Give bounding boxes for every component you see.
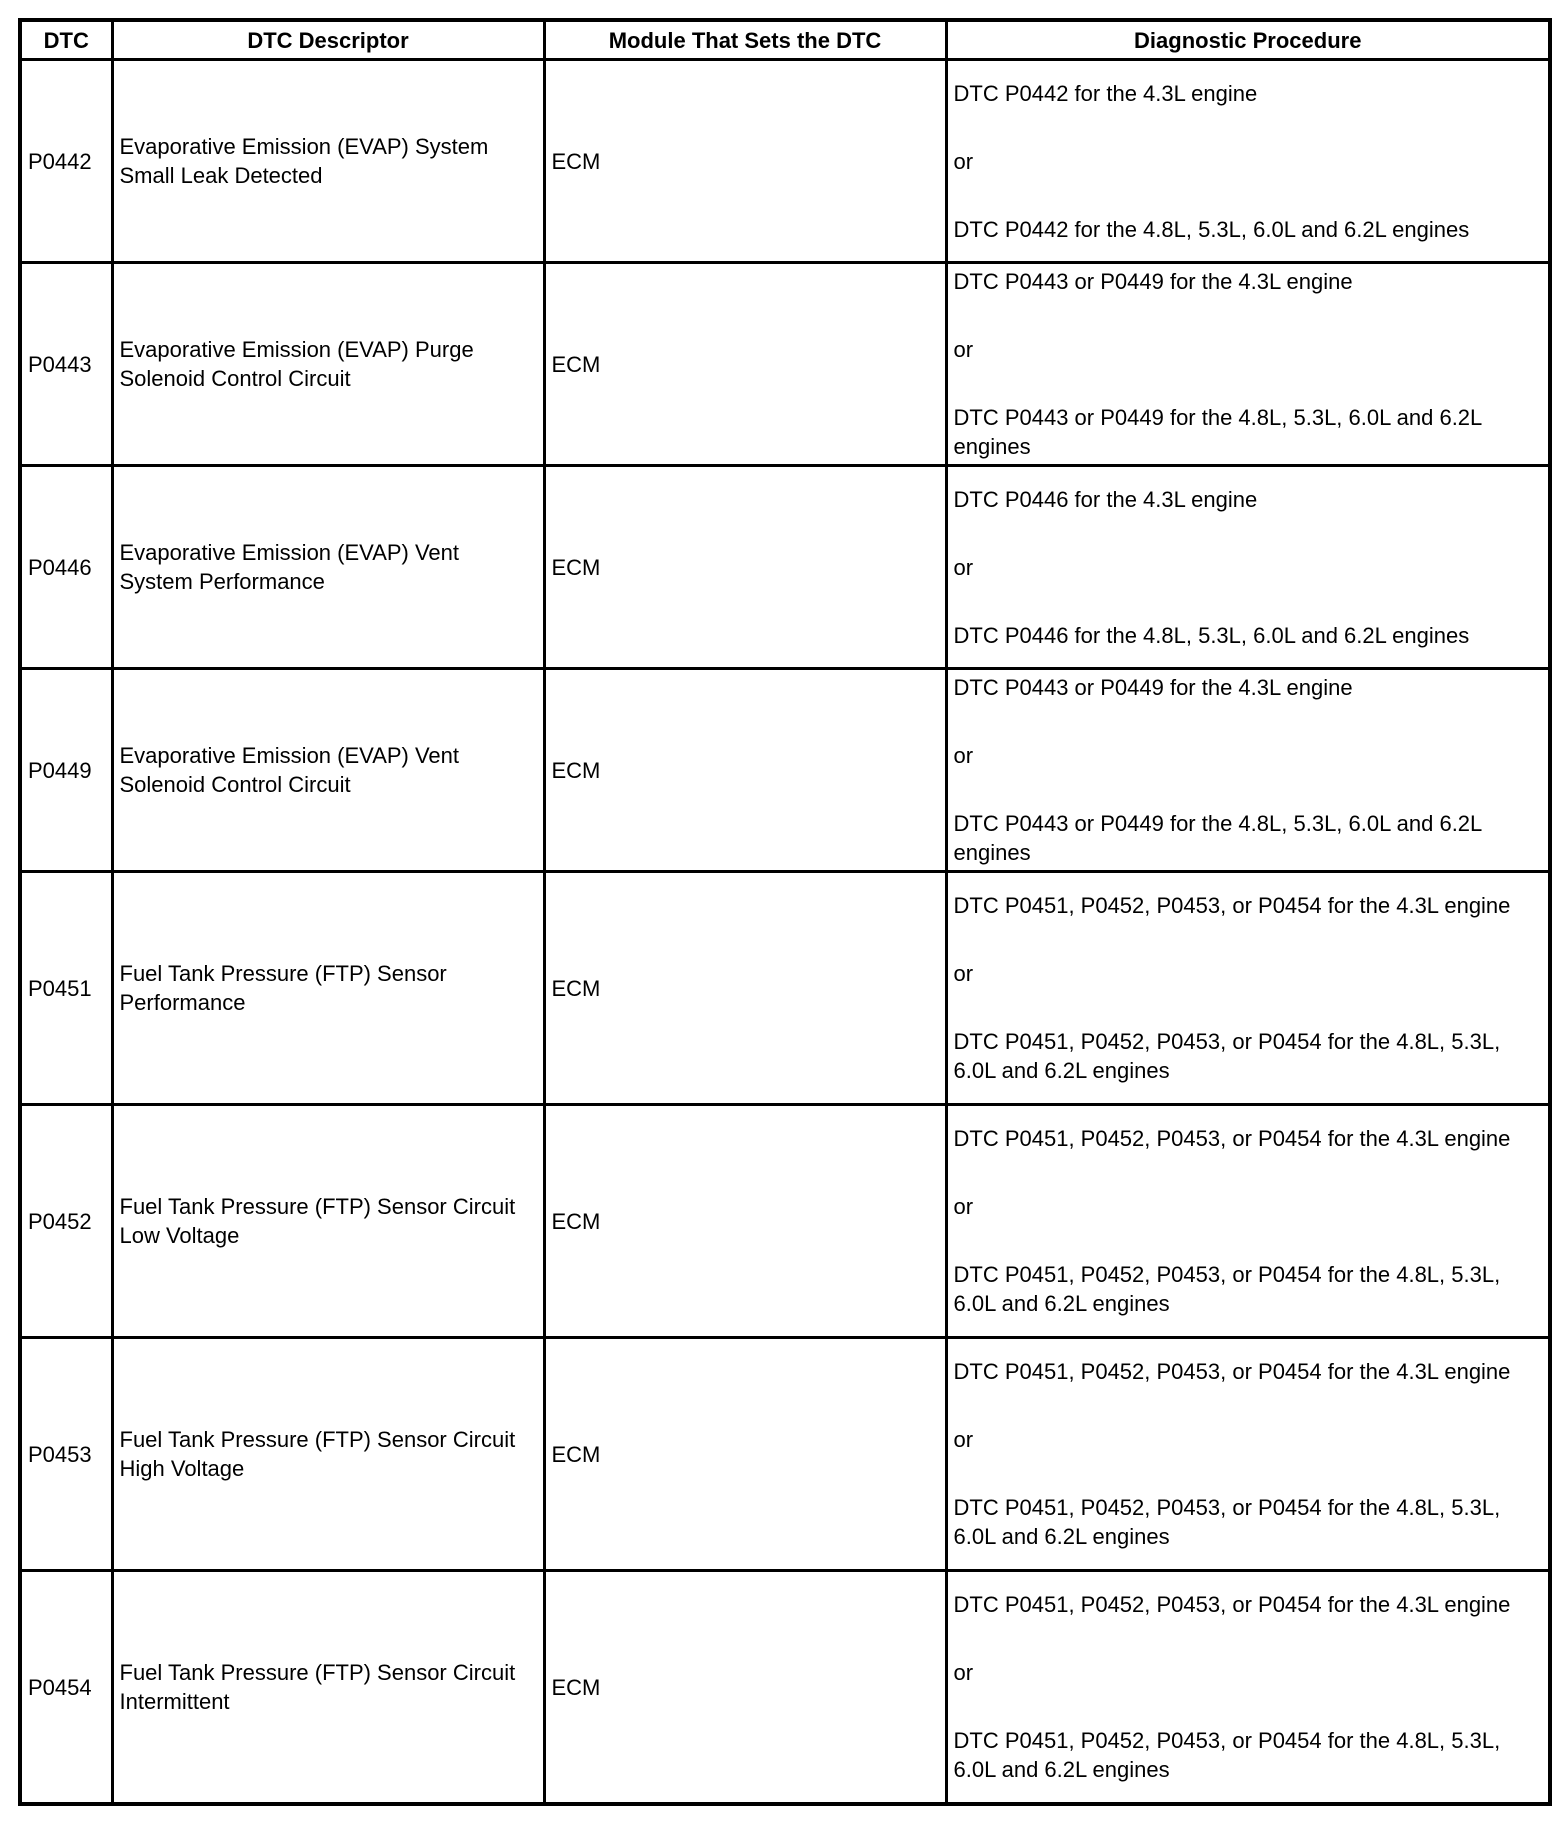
column-header-diagnostic-procedure: Diagnostic Procedure	[946, 20, 1550, 60]
dtc-descriptor: Evaporative Emission (EVAP) Purge Solenoid Control Circuit	[112, 263, 544, 466]
procedure-or: or	[953, 743, 974, 768]
procedure-link-4-3l[interactable]: DTC P0451, P0452, P0453, or P0454 for the 4.3L engine	[953, 1359, 1511, 1384]
table-row	[20, 669, 1550, 872]
setting-module: ECM	[544, 669, 946, 872]
table-row	[20, 1105, 1550, 1338]
dtc-descriptor: Fuel Tank Pressure (FTP) Sensor Performance	[112, 872, 544, 1105]
diagnostic-procedure	[946, 1338, 1550, 1571]
dtc-code: P0451	[20, 872, 112, 1105]
table-header-row	[20, 20, 1550, 60]
procedure-or: or	[953, 1427, 974, 1452]
dtc-code: P0454	[20, 1571, 112, 1805]
procedure-link-4-3l[interactable]: DTC P0446 for the 4.3L engine	[953, 486, 1258, 512]
procedure-link-v8[interactable]: DTC P0451, P0452, P0453, or P0454 for the 4.8L, 5.3L, 6.0L and 6.2L engines	[953, 1262, 1501, 1316]
column-header-dtc: DTC	[20, 20, 112, 60]
diagnostic-procedure	[946, 872, 1550, 1105]
procedure-or: or	[953, 337, 974, 362]
dtc-code: P0452	[20, 1105, 112, 1338]
setting-module: ECM	[544, 60, 946, 263]
procedure-link-v8[interactable]: DTC P0442 for the 4.8L, 5.3L, 6.0L and 6.2L engines	[953, 216, 1470, 242]
dtc-code: P0443	[20, 263, 112, 466]
procedure-or: or	[953, 1194, 974, 1219]
dtc-code: P0449	[20, 669, 112, 872]
dtc-code: P0446	[20, 466, 112, 669]
setting-module: ECM	[544, 872, 946, 1105]
setting-module: ECM	[544, 1338, 946, 1571]
diagnostic-procedure	[946, 466, 1550, 669]
procedure-link-v8[interactable]: DTC P0446 for the 4.8L, 5.3L, 6.0L and 6.2L engines	[953, 622, 1470, 648]
procedure-link-v8[interactable]: DTC P0443 or P0449 for the 4.8L, 5.3L, 6.0L and 6.2L engines	[953, 405, 1482, 459]
procedure-link-4-3l[interactable]: DTC P0442 for the 4.3L engine	[953, 80, 1258, 106]
procedure-or: or	[953, 148, 974, 174]
column-header-dtc-descriptor: DTC Descriptor	[112, 20, 544, 60]
dtc-descriptor: Fuel Tank Pressure (FTP) Sensor Circuit Intermittent	[112, 1571, 544, 1805]
procedure-link-v8[interactable]: DTC P0443 or P0449 for the 4.8L, 5.3L, 6.0L and 6.2L engines	[953, 811, 1482, 865]
diagnostic-procedure	[946, 60, 1550, 263]
procedure-link-4-3l[interactable]: DTC P0451, P0452, P0453, or P0454 for the 4.3L engine	[953, 893, 1511, 918]
procedure-link-4-3l[interactable]: DTC P0443 or P0449 for the 4.3L engine	[953, 269, 1353, 294]
procedure-link-4-3l[interactable]: DTC P0451, P0452, P0453, or P0454 for the 4.3L engine	[953, 1592, 1511, 1617]
dtc-descriptor: Evaporative Emission (EVAP) System Small Leak Detected	[112, 60, 544, 263]
procedure-link-v8[interactable]: DTC P0451, P0452, P0453, or P0454 for the 4.8L, 5.3L, 6.0L and 6.2L engines	[953, 1728, 1501, 1782]
procedure-link-4-3l[interactable]: DTC P0451, P0452, P0453, or P0454 for the 4.3L engine	[953, 1126, 1511, 1151]
procedure-or: or	[953, 961, 974, 986]
setting-module: ECM	[544, 1105, 946, 1338]
procedure-link-4-3l[interactable]: DTC P0443 or P0449 for the 4.3L engine	[953, 675, 1353, 700]
dtc-descriptor: Evaporative Emission (EVAP) Vent Solenoid Control Circuit	[112, 669, 544, 872]
dtc-descriptor: Evaporative Emission (EVAP) Vent System Performance	[112, 466, 544, 669]
diagnostic-procedure	[946, 669, 1550, 872]
setting-module: ECM	[544, 263, 946, 466]
table-row	[20, 1338, 1550, 1571]
procedure-or: or	[953, 554, 974, 580]
diagnostic-procedure	[946, 1571, 1550, 1805]
column-header-module: Module That Sets the DTC	[544, 20, 946, 60]
diagnostic-procedure	[946, 263, 1550, 466]
dtc-descriptor: Fuel Tank Pressure (FTP) Sensor Circuit Low Voltage	[112, 1105, 544, 1338]
dtc-code: P0453	[20, 1338, 112, 1571]
dtc-table	[18, 18, 1552, 1806]
dtc-code: P0442	[20, 60, 112, 263]
procedure-or: or	[953, 1660, 974, 1685]
table-row	[20, 872, 1550, 1105]
procedure-link-v8[interactable]: DTC P0451, P0452, P0453, or P0454 for the 4.8L, 5.3L, 6.0L and 6.2L engines	[953, 1495, 1501, 1549]
diagnostic-procedure	[946, 1105, 1550, 1338]
setting-module: ECM	[544, 466, 946, 669]
setting-module: ECM	[544, 1571, 946, 1805]
table-row	[20, 60, 1550, 263]
table-row	[20, 263, 1550, 466]
procedure-link-v8[interactable]: DTC P0451, P0452, P0453, or P0454 for the 4.8L, 5.3L, 6.0L and 6.2L engines	[953, 1029, 1501, 1083]
table-row	[20, 466, 1550, 669]
table-row	[20, 1571, 1550, 1805]
dtc-descriptor: Fuel Tank Pressure (FTP) Sensor Circuit High Voltage	[112, 1338, 544, 1571]
